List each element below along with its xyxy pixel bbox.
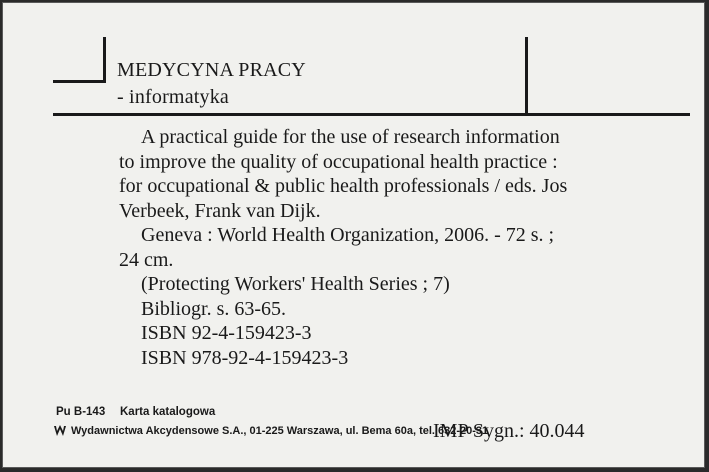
imprint-line-1: Geneva : World Health Organization, 2006. - 72 s. ;: [141, 224, 555, 246]
header-bottom-rule: [53, 113, 690, 116]
series-statement: (Protecting Workers' Health Series ; 7): [141, 273, 450, 295]
catalog-card: [2, 2, 705, 468]
form-name: Karta katalogowa: [120, 406, 216, 418]
title-line-1: A practical guide for the use of research information: [141, 126, 560, 148]
printer-logo-icon: [53, 424, 67, 438]
printer-line: [53, 424, 488, 438]
title-line-2: to improve the quality of occupational health practice :: [119, 150, 558, 173]
header-right-vertical-rule: [525, 37, 528, 115]
form-label: [56, 406, 215, 418]
imprint-line-2: 24 cm.: [119, 248, 174, 271]
subject-heading-title: MEDYCYNA PRACY: [117, 59, 306, 81]
title-line-4: Verbeek, Frank van Dijk.: [119, 199, 321, 222]
header-left-vertical-rule: [103, 37, 106, 82]
printer-text: Wydawnictwa Akcydensowe S.A., 01-225 Warszawa, ul. Bema 60a, tel. 632-20-31: [71, 425, 489, 437]
bibliography-note: Bibliogr. s. 63-65.: [141, 297, 287, 320]
form-code: Pu B-143: [56, 406, 106, 418]
header-left-horizontal-rule: [53, 80, 106, 83]
bibliographic-record: [119, 125, 639, 370]
isbn-10: ISBN 92-4-159423-3: [141, 322, 312, 344]
subject-heading-subtitle: - informatyka: [117, 86, 230, 108]
title-line-3: for occupational & public health professionals / eds. Jos: [119, 175, 568, 197]
isbn-13: ISBN 978-92-4-159423-3: [141, 346, 349, 369]
subject-heading: [117, 57, 306, 111]
shelf-signature: IMP Sygn.: 40.044: [433, 420, 585, 442]
